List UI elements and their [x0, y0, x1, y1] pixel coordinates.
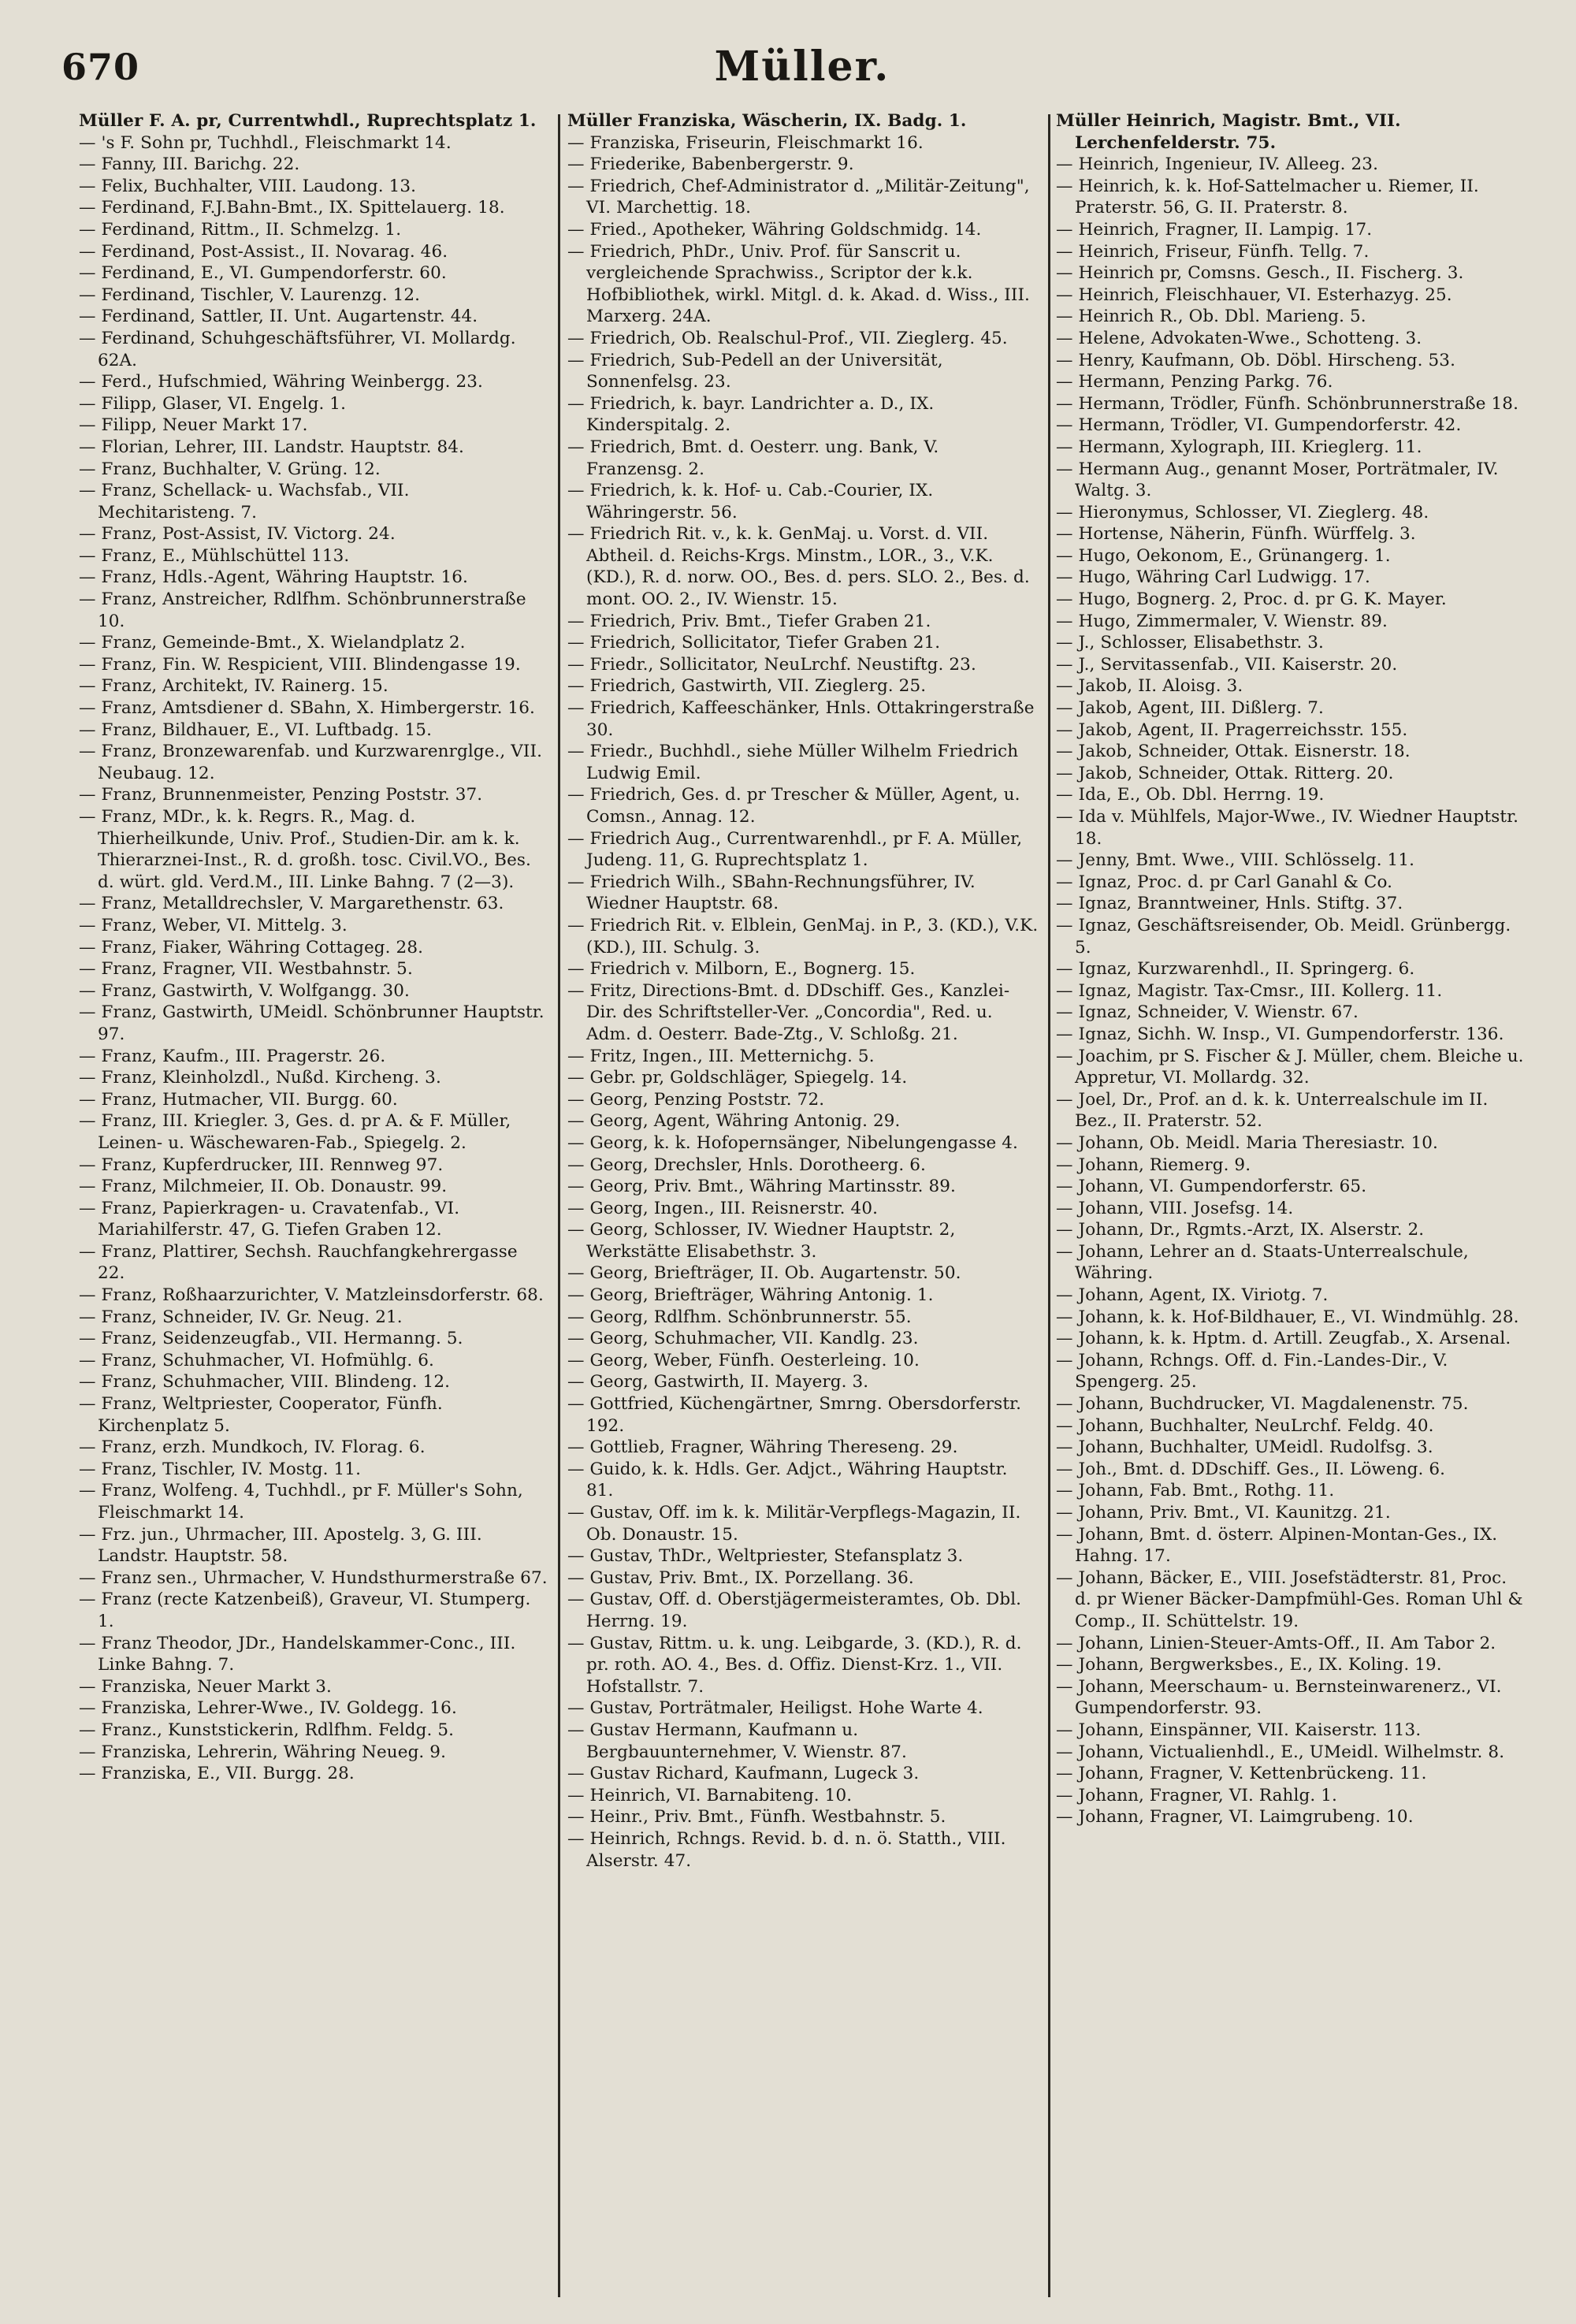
directory-columns: [79, 110, 1548, 2301]
directory-entry: — Heinrich, Rchngs. Revid. b. d. n. ö. Statth., VIII. Alserstr. 47.: [567, 1828, 1006, 1871]
directory-entry: — Friedrich, Kaffeeschänker, Hnls. Ottakringerstraße 30.: [567, 698, 1035, 740]
directory-entry: — Friedrich, Bmt. d. Oesterr. ung. Bank, V. Franzensg. 2.: [567, 437, 939, 479]
directory-entry: — Friedrich, Ges. d. pr Trescher & Müller, Agent, u. Comsn., Annag. 12.: [567, 785, 1020, 827]
directory-entry: — Fried., Apotheker, Währing Goldschmidg. 14.: [567, 219, 982, 240]
directory-entry: — Georg, Weber, Fünfh. Oesterleing. 10.: [567, 1350, 920, 1370]
directory-entry: — Helene, Advokaten-Wwe., Schotteng. 3.: [1056, 328, 1422, 348]
directory-entry: — Heinrich, k. k. Hof-Sattelmacher u. Riemer, II. Praterstr. 56, G. II. Praterstr. 8.: [1056, 176, 1479, 218]
directory-entry: — Franziska, Lehrer-Wwe., IV. Goldegg. 16.: [79, 1698, 457, 1719]
directory-entry: — Heinrich, Fleischhauer, VI. Esterhazyg. 25.: [1056, 284, 1452, 305]
directory-entry: — Johann, Riemerg. 9.: [1056, 1155, 1251, 1175]
directory-entry: Müller Franziska, Wäscherin, IX. Badg. 1.: [567, 111, 967, 131]
directory-entry: — Ferdinand, Post-Assist., II. Novarag. 46.: [79, 241, 448, 262]
directory-entry: — Friedrich Rit. v. Elblein, GenMaj. in P., 3. (KD.), V.K. (KD.), III. Schulg. 3.: [567, 915, 1039, 957]
directory-entry: — Franz, Roßhaarzurichter, V. Matzleinsdorferstr. 68.: [79, 1285, 544, 1306]
directory-entry: — Franz, Kupferdrucker, III. Rennweg 97.: [79, 1155, 444, 1175]
directory-entry: — Johann, Agent, IX. Viriotg. 7.: [1056, 1285, 1329, 1306]
directory-entry: — Ignaz, Sichh. W. Insp., VI. Gumpendorferstr. 136.: [1056, 1024, 1504, 1044]
directory-entry: — Ferdinand, Tischler, V. Laurenzg. 12.: [79, 284, 421, 305]
directory-entry: — Friedrich Rit. v., k. k. GenMaj. u. Vorst. d. VII. Abtheil. d. Reichs-Krgs. Minstm., LOR., 3., V.K. (KD.), R. d. norw. OO., Bes. d. pers. SLO. 2., Bes. d. mont. OO. 2., IV. Wienstr. 15.: [567, 524, 1030, 610]
directory-entry: — Friedr., Buchhdl., siehe Müller Wilhelm Friedrich Ludwig Emil.: [567, 742, 1019, 783]
directory-entry: — Fritz, Directions-Bmt. d. DDschiff. Ges., Kanzlei-Dir. des Schriftsteller-Ver. „Concordia", Red. u. Adm. d. Oesterr. Bade-Ztg., V. Schloßg. 21.: [567, 980, 1010, 1044]
directory-entry: — Hortense, Näherin, Fünfh. Würffelg. 3.: [1056, 524, 1416, 545]
directory-entry: — Johann, Fragner, VI. Laimgrubeng. 10.: [1056, 1807, 1414, 1828]
directory-entry: — Franz, Architekt, IV. Rainerg. 15.: [79, 676, 388, 697]
directory-entry: — Johann, Victualienhdl., E., UMeidl. Wilhelmstr. 8.: [1056, 1742, 1505, 1762]
directory-entry: — Johann, Bmt. d. österr. Alpinen-Montan-Ges., IX. Hahng. 17.: [1056, 1524, 1498, 1567]
directory-entry: — Heinrich, Fragner, II. Lampig. 17.: [1056, 219, 1373, 240]
directory-entry: — Florian, Lehrer, III. Landstr. Hauptstr. 84.: [79, 437, 464, 457]
directory-entry: — Johann, Fab. Bmt., Rothg. 11.: [1056, 1481, 1335, 1501]
directory-entry: — Hermann, Xylograph, III. Krieglerg. 11.: [1056, 437, 1422, 457]
directory-entry: — Johann, Rchngs. Off. d. Fin.-Landes-Dir., V. Spengerg. 25.: [1056, 1350, 1448, 1393]
directory-entry: — Franz, Amtsdiener d. SBahn, X. Himbergerstr. 16.: [79, 698, 535, 719]
column-right: [1056, 110, 1527, 2301]
directory-entry: — Heinr., Priv. Bmt., Fünfh. Westbahnstr. 5.: [567, 1807, 946, 1828]
directory-entry: — Georg, Drechsler, Hnls. Dorotheerg. 6.: [567, 1155, 926, 1175]
running-head: Müller.: [714, 43, 890, 91]
directory-entry: — Hermann, Trödler, VI. Gumpendorferstr. 42.: [1056, 415, 1462, 436]
directory-entry: — Jakob, Schneider, Ottak. Ritterg. 20.: [1056, 763, 1394, 783]
directory-entry: — Ignaz, Geschäftsreisender, Ob. Meidl. Grünbergg. 5.: [1056, 915, 1511, 957]
directory-entry: — Franz, Kleinholzdl., Nußd. Kircheng. 3.: [79, 1068, 441, 1088]
directory-entry: — Franz, Seidenzeugfab., VII. Hermanng. 5.: [79, 1329, 463, 1349]
directory-entry: — Friedrich, k. k. Hof- u. Cab.-Courier, IX. Währingerstr. 56.: [567, 481, 934, 522]
directory-entry: — Franz, Fragner, VII. Westbahnstr. 5.: [79, 959, 413, 980]
directory-entry: — Franz Theodor, JDr., Handelskammer-Conc., III. Linke Bahng. 7.: [79, 1633, 516, 1675]
directory-entry: — Heinrich, Ingenieur, IV. Alleeg. 23.: [1056, 154, 1379, 175]
directory-entry: — Franziska, Neuer Markt 3.: [79, 1676, 332, 1697]
directory-entry: — Johann, Fragner, VI. Rahlg. 1.: [1056, 1785, 1337, 1805]
directory-entry: — Johann, Buchhalter, UMeidl. Rudolfsg. 3.: [1056, 1437, 1433, 1458]
directory-entry: — Franziska, Lehrerin, Währing Neueg. 9.: [79, 1742, 447, 1762]
directory-entry: — Franz, Bronzewarenfab. und Kurzwarenrglge., VII. Neubaug. 12.: [79, 742, 543, 783]
directory-entry: — Gebr. pr, Goldschläger, Spiegelg. 14.: [567, 1068, 908, 1088]
directory-entry: — Gustav, Off. d. Oberstjägermeisteramtes, Ob. Dbl. Herrng. 19.: [567, 1590, 1022, 1631]
directory-entry: — Gustav, Off. im k. k. Militär-Verpflegs-Magazin, II. Ob. Donaustr. 15.: [567, 1503, 1021, 1545]
directory-entry: — Ignaz, Kurzwarenhdl., II. Springerg. 6.: [1056, 959, 1415, 980]
directory-entry: — Heinrich pr, Comsns. Gesch., II. Fischerg. 3.: [1056, 263, 1464, 284]
directory-entry: — Johann, k. k. Hof-Bildhauer, E., VI. Windmühlg. 28.: [1056, 1307, 1519, 1327]
directory-entry: — Georg, Schuhmacher, VII. Kandlg. 23.: [567, 1329, 919, 1349]
directory-entry: — Franz, Weber, VI. Mittelg. 3.: [79, 915, 348, 935]
directory-entry: — Johann, k. k. Hptm. d. Artill. Zeugfab., X. Arsenal.: [1056, 1329, 1511, 1349]
directory-entry: — Franz, Gemeinde-Bmt., X. Wielandplatz 2.: [79, 633, 466, 653]
directory-entry: — Heinrich R., Ob. Dbl. Marieng. 5.: [1056, 307, 1366, 327]
directory-entry: — 's F. Sohn pr, Tuchhdl., Fleischmarkt 14.: [79, 132, 452, 153]
directory-entry: — Franz., Kunststickerin, Rdlfhm. Feldg. 5.: [79, 1720, 455, 1740]
directory-entry: — Johann, Ob. Meidl. Maria Theresiastr. 10.: [1056, 1132, 1438, 1153]
directory-entry: — Hieronymus, Schlosser, VI. Zieglerg. 48.: [1056, 502, 1429, 522]
directory-entry: — Joachim, pr S. Fischer & J. Müller, chem. Bleiche u. Appretur, VI. Mollardg. 32.: [1056, 1046, 1524, 1088]
directory-entry: — Georg, Penzing Poststr. 72.: [567, 1089, 825, 1110]
directory-entry: — Georg, Priv. Bmt., Währing Martinsstr. 89.: [567, 1177, 956, 1197]
directory-entry: — Johann, Fragner, V. Kettenbrückeng. 11.: [1056, 1764, 1427, 1784]
directory-entry: — Franz, Gastwirth, UMeidl. Schönbrunner Hauptstr. 97.: [79, 1002, 545, 1044]
directory-entry: — Ida, E., Ob. Dbl. Herrng. 19.: [1056, 785, 1325, 805]
directory-entry: — Johann, Einspänner, VII. Kaiserstr. 113.: [1056, 1720, 1422, 1740]
directory-entry: — Franz, Tischler, IV. Mostg. 11.: [79, 1459, 361, 1479]
directory-entry: — Franz, Schuhmacher, VIII. Blindeng. 12.: [79, 1372, 451, 1393]
directory-entry: — Heinrich, VI. Barnabiteng. 10.: [567, 1785, 853, 1805]
directory-entry: — Ferdinand, Schuhgeschäftsführer, VI. Mollardg. 62A.: [79, 328, 516, 370]
directory-entry: — Gottfried, Küchengärtner, Smrng. Obersdorferstr. 192.: [567, 1394, 1022, 1436]
directory-entry: — Franz, Gastwirth, V. Wolfgangg. 30.: [79, 980, 410, 1001]
directory-entry: — Johann, Meerschaum- u. Bernsteinwarenerz., VI. Gumpendorferstr. 93.: [1056, 1676, 1502, 1719]
directory-entry: — Franz, Papierkragen- u. Cravatenfab., VI. Mariahilferstr. 47, G. Tiefen Graben 12.: [79, 1198, 460, 1240]
directory-entry: — Friedrich Wilh., SBahn-Rechnungsführer, IV. Wiedner Hauptstr. 68.: [567, 872, 976, 914]
directory-entry: — Franz, MDr., k. k. Regrs. R., Mag. d. Thierheilkunde, Univ. Prof., Studien-Dir. am k. k. Thierarznei-Inst., R. d. großh. tosc. Civil.VO., Bes. d. würt. gld. Verd.M., III. Linke Bahng. 7 (2—3).: [79, 807, 531, 892]
directory-entry: — Georg, Schlosser, IV. Wiedner Hauptstr. 2, Werkstätte Elisabethstr. 3.: [567, 1220, 956, 1262]
directory-entry: — Friedrich, Sollicitator, Tiefer Graben 21.: [567, 633, 941, 653]
directory-entry: — Georg, Gastwirth, II. Mayerg. 3.: [567, 1372, 869, 1393]
directory-entry: — Hugo, Zimmermaler, V. Wienstr. 89.: [1056, 611, 1388, 631]
directory-entry: — Franz, Metalldrechsler, V. Margarethenstr. 63.: [79, 894, 504, 914]
directory-entry: — Franz, Fiaker, Währing Cottageg. 28.: [79, 937, 424, 957]
directory-entry: — Friedrich, Chef-Administrator d. „Militär-Zeitung", VI. Marchettig. 18.: [567, 176, 1030, 218]
directory-entry: — Gustav, Priv. Bmt., IX. Porzellang. 36.: [567, 1567, 914, 1588]
directory-entry: — Ferdinand, Sattler, II. Unt. Augartenstr. 44.: [79, 307, 478, 327]
directory-entry: — Gustav, Porträtmaler, Heiligst. Hohe Warte 4.: [567, 1698, 983, 1719]
directory-entry: — J., Schlosser, Elisabethstr. 3.: [1056, 633, 1324, 653]
directory-entry: — Hugo, Oekonom, E., Grünangerg. 1.: [1056, 545, 1391, 566]
directory-entry: — Georg, Rdlfhm. Schönbrunnerstr. 55.: [567, 1307, 912, 1327]
directory-entry: — Georg, Briefträger, II. Ob. Augartenstr. 50.: [567, 1263, 961, 1284]
directory-entry: — Johann, VI. Gumpendorferstr. 65.: [1056, 1177, 1367, 1197]
directory-entry: — Friedrich, k. bayr. Landrichter a. D., IX. Kinderspitalg. 2.: [567, 393, 935, 436]
directory-entry: — Henry, Kaufmann, Ob. Döbl. Hirscheng. 53.: [1056, 350, 1456, 370]
directory-entry: — Franz, Weltpriester, Cooperator, Fünfh. Kirchenplatz 5.: [79, 1394, 443, 1436]
directory-entry: — Friedrich, Priv. Bmt., Tiefer Graben 21.: [567, 611, 931, 631]
directory-entry: — Franz, Post-Assist, IV. Victorg. 24.: [79, 524, 396, 545]
directory-entry: — Joel, Dr., Prof. an d. k. k. Unterrealschule im II. Bez., II. Praterstr. 52.: [1056, 1089, 1489, 1132]
directory-entry: — Franz, Schuhmacher, VI. Hofmühlg. 6.: [79, 1350, 434, 1370]
column-middle: [567, 110, 1039, 2301]
directory-entry: — Joh., Bmt. d. DDschiff. Ges., II. Löweng. 6.: [1056, 1459, 1446, 1479]
directory-entry: — Franz, E., Mühlschüttel 113.: [79, 545, 350, 566]
directory-entry: — Jakob, Agent, II. Pragerreichsstr. 155.: [1056, 720, 1408, 740]
directory-entry: — Ferdinand, Rittm., II. Schmelzg. 1.: [79, 219, 402, 240]
directory-entry: — Jakob, Schneider, Ottak. Eisnerstr. 18.: [1056, 742, 1411, 762]
directory-entry: — Johann, Dr., Rgmts.-Arzt, IX. Alserstr. 2.: [1056, 1220, 1425, 1240]
directory-entry: — Filipp, Glaser, VI. Engelg. 1.: [79, 393, 347, 414]
directory-entry: — Franz, Bildhauer, E., VI. Luftbadg. 15.: [79, 720, 432, 740]
directory-entry: — Ignaz, Branntweiner, Hnls. Stiftg. 37.: [1056, 894, 1403, 914]
directory-entry: — Friedrich, Gastwirth, VII. Zieglerg. 25.: [567, 676, 927, 697]
directory-entry: Müller Heinrich, Magistr. Bmt., VII. Lerchenfelderstr. 75.: [1056, 111, 1401, 153]
column-left: [79, 110, 550, 2301]
directory-entry: — Fanny, III. Barichg. 22.: [79, 154, 300, 175]
directory-entry: — Ferdinand, E., VI. Gumpendorferstr. 60.: [79, 263, 447, 284]
directory-entry: — Hugo, Bognerg. 2, Proc. d. pr G. K. Mayer.: [1056, 589, 1447, 610]
directory-entry: — Gustav, ThDr., Weltpriester, Stefansplatz 3.: [567, 1546, 964, 1567]
directory-entry: — Jenny, Bmt. Wwe., VIII. Schlösselg. 11.: [1056, 850, 1415, 871]
directory-entry: — Ignaz, Magistr. Tax-Cmsr., III. Kollerg. 11.: [1056, 980, 1443, 1001]
directory-entry: — Ignaz, Proc. d. pr Carl Ganahl & Co.: [1056, 872, 1393, 892]
directory-entry: — Franz, Wolfeng. 4, Tuchhdl., pr F. Müller's Sohn, Fleischmarkt 14.: [79, 1481, 523, 1523]
directory-entry: — Friedr., Sollicitator, NeuLrchf. Neustiftg. 23.: [567, 654, 976, 675]
directory-entry: — Gottlieb, Fragner, Währing Thereseng. 29.: [567, 1437, 958, 1458]
directory-entry: — Ida v. Mühlfels, Major-Wwe., IV. Wiedner Hauptstr. 18.: [1056, 807, 1519, 849]
directory-entry: — Fritz, Ingen., III. Metternichg. 5.: [567, 1046, 875, 1066]
directory-entry: — Franz, Brunnenmeister, Penzing Poststr. 37.: [79, 785, 483, 805]
directory-entry: — Felix, Buchhalter, VIII. Laudong. 13.: [79, 176, 417, 196]
directory-entry: — Johann, Buchdrucker, VI. Magdalenenstr. 75.: [1056, 1394, 1469, 1415]
directory-entry: — Friederike, Babenbergerstr. 9.: [567, 154, 854, 175]
directory-entry: — Jakob, II. Aloisg. 3.: [1056, 676, 1243, 697]
directory-entry: — Gustav, Rittm. u. k. ung. Leibgarde, 3. (KD.), R. d. pr. roth. AO. 4., Bes. d. Offiz. Dienst-Krz. 1., VII. Hofstallstr. 7.: [567, 1633, 1022, 1697]
directory-entry: — Franz sen., Uhrmacher, V. Hundsthurmerstraße 67.: [79, 1567, 548, 1588]
directory-entry: — Johann, Lehrer an d. Staats-Unterrealschule, Währing.: [1056, 1241, 1469, 1284]
directory-entry: — Franz (recte Katzenbeiß), Graveur, VI. Stumperg. 1.: [79, 1590, 531, 1631]
directory-entry: — Friedrich, Sub-Pedell an der Universität, Sonnenfelsg. 23.: [567, 350, 943, 392]
directory-entry: — Ferd., Hufschmied, Währing Weinbergg. 23.: [79, 372, 483, 392]
directory-entry: — Franz, erzh. Mundkoch, IV. Florag. 6.: [79, 1437, 426, 1458]
directory-entry: — Friedrich, Ob. Realschul-Prof., VII. Zieglerg. 45.: [567, 328, 1008, 348]
directory-entry: — Franz, Buchhalter, V. Grüng. 12.: [79, 459, 381, 479]
directory-entry: Müller F. A. pr, Currentwhdl., Ruprechtsplatz 1.: [79, 111, 537, 131]
directory-entry: — Franz, Schellack- u. Wachsfab., VII. Mechitaristeng. 7.: [79, 481, 410, 522]
directory-entry: — Frz. jun., Uhrmacher, III. Apostelg. 3, G. III. Landstr. Hauptstr. 58.: [79, 1524, 482, 1567]
directory-entry: — Ignaz, Schneider, V. Wienstr. 67.: [1056, 1002, 1359, 1023]
directory-entry: — Johann, Priv. Bmt., VI. Kaunitzg. 21.: [1056, 1503, 1391, 1523]
directory-entry: — Georg, Agent, Währing Antonig. 29.: [567, 1111, 901, 1132]
directory-entry: — Franziska, E., VII. Burgg. 28.: [79, 1764, 355, 1784]
directory-entry: — Franziska, Friseurin, Fleischmarkt 16.: [567, 132, 924, 153]
directory-entry: — Hermann, Penzing Parkg. 76.: [1056, 372, 1333, 392]
directory-entry: — Gustav Hermann, Kaufmann u. Bergbauunternehmer, V. Wienstr. 87.: [567, 1720, 907, 1762]
directory-entry: — Georg, Briefträger, Währing Antonig. 1.: [567, 1285, 934, 1306]
directory-entry: — Franz, Schneider, IV. Gr. Neug. 21.: [79, 1307, 403, 1327]
directory-entry: — Franz, Plattirer, Sechsh. Rauchfangkehrergasse 22.: [79, 1241, 518, 1284]
page-header: [61, 39, 1543, 101]
directory-entry: — Heinrich, Friseur, Fünfh. Tellg. 7.: [1056, 241, 1370, 262]
directory-entry: — Franz, Fin. W. Respicient, VIII. Blindengasse 19.: [79, 654, 521, 675]
directory-entry: — Ferdinand, F.J.Bahn-Bmt., IX. Spittelauerg. 18.: [79, 198, 505, 218]
directory-entry: — Georg, Ingen., III. Reisnerstr. 40.: [567, 1198, 879, 1218]
page-number: 670: [61, 46, 140, 88]
directory-entry: — Franz, Anstreicher, Rdlfhm. Schönbrunnerstraße 10.: [79, 589, 526, 631]
directory-entry: — Hugo, Währing Carl Ludwigg. 17.: [1056, 567, 1370, 588]
directory-entry: — Franz, III. Kriegler. 3, Ges. d. pr A. & F. Müller, Leinen- u. Wäschewaren-Fab., Spiegelg. 2.: [79, 1111, 511, 1153]
directory-entry: — Friedrich, PhDr., Univ. Prof. für Sanscrit u. vergleichende Sprachwiss., Scriptor der k.k. Hofbibliothek, wirkl. Mitgl. d. k. Akad. d. Wiss., III. Marxerg. 24A.: [567, 241, 1030, 327]
directory-entry: — Jakob, Agent, III. Dißlerg. 7.: [1056, 698, 1324, 719]
directory-entry: — Johann, Bäcker, E., VIII. Josefstädterstr. 81, Proc. d. pr Wiener Bäcker-Dampfmühl-Ges. Roman Uhl & Comp., II. Schüttelstr. 19.: [1056, 1567, 1523, 1631]
directory-entry: — Friedrich v. Milborn, E., Bognerg. 15.: [567, 959, 916, 980]
directory-entry: — Franz, Kaufm., III. Pragerstr. 26.: [79, 1046, 386, 1066]
directory-entry: — Johann, Linien-Steuer-Amts-Off., II. Am Tabor 2.: [1056, 1633, 1496, 1653]
directory-entry: — Gustav Richard, Kaufmann, Lugeck 3.: [567, 1764, 920, 1784]
directory-entry: — Hermann, Trödler, Fünfh. Schönbrunnerstraße 18.: [1056, 393, 1519, 414]
directory-entry: — Friedrich Aug., Currentwarenhdl., pr F. A. Müller, Judeng. 11, G. Ruprechtsplatz 1.: [567, 828, 1023, 871]
directory-entry: — J., Servitassenfab., VII. Kaiserstr. 20.: [1056, 654, 1398, 675]
directory-entry: — Georg, k. k. Hofopernsänger, Nibelungengasse 4.: [567, 1132, 1018, 1153]
directory-entry: — Guido, k. k. Hdls. Ger. Adjct., Währing Hauptstr. 81.: [567, 1459, 1008, 1501]
directory-entry: — Hermann Aug., genannt Moser, Porträtmaler, IV. Waltg. 3.: [1056, 459, 1499, 501]
directory-entry: — Filipp, Neuer Markt 17.: [79, 415, 308, 436]
directory-entry: — Johann, Buchhalter, NeuLrchf. Feldg. 40.: [1056, 1415, 1434, 1436]
directory-entry: — Franz, Hdls.-Agent, Währing Hauptstr. 16.: [79, 567, 468, 588]
directory-entry: — Johann, VIII. Josefsg. 14.: [1056, 1198, 1294, 1218]
directory-entry: — Johann, Bergwerksbes., E., IX. Koling. 19.: [1056, 1655, 1442, 1675]
directory-entry: — Franz, Milchmeier, II. Ob. Donaustr. 99.: [79, 1177, 448, 1197]
directory-entry: — Franz, Hutmacher, VII. Burgg. 60.: [79, 1089, 398, 1110]
